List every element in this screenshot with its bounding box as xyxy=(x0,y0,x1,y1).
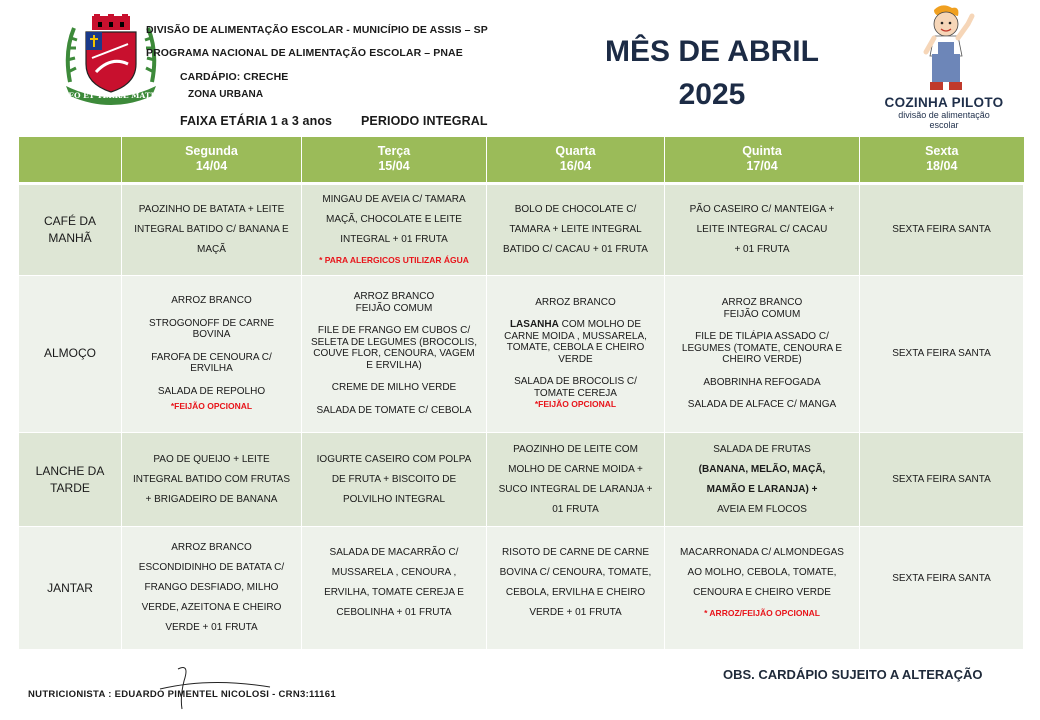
table-row-breakfast xyxy=(19,183,1024,275)
cell-breakfast-tuesday: MINGAU DE AVEIA C/ TAMARA MAÇÃ, CHOCOLATE E LEITE INTEGRAL + 01 FRUTA * PARA ALERGICOS UTILIZAR ÁGUA xyxy=(302,183,487,275)
logo-title: COZINHA PILOTO xyxy=(884,95,1004,110)
meal-label-lunch: ALMOÇO xyxy=(19,275,122,432)
cell-breakfast-monday: PAOZINHO DE BATATA + LEITE INTEGRAL BATIDO C/ BANANA E MAÇÃ xyxy=(122,183,302,275)
weekly-menu-table xyxy=(18,137,1024,650)
table-row-lunch xyxy=(19,275,1024,432)
month-year: 2025 xyxy=(678,78,746,111)
chef-mascot-icon xyxy=(912,4,978,94)
bean-optional-note: *FEIJÃO OPCIONAL xyxy=(534,399,617,410)
header-program-title: PROGRAMA NACIONAL DE ALIMENTAÇÃO ESCOLAR – PNAE xyxy=(146,47,463,59)
month-title-block xyxy=(592,30,832,116)
cell-dinner-monday: ARROZ BRANCO ESCONDIDINHO DE BATATA C/ FRANGO DESFIADO, MILHO VERDE, AZEITONA E CHEIRO VERDE + 01 FRUTA xyxy=(122,527,302,650)
header-corner-cell xyxy=(19,137,122,183)
header-age-range: FAIXA ETÁRIA 1 a 3 anos xyxy=(180,114,333,128)
cell-lunch-wednesday: ARROZ BRANCO LASANHA COM MOLHO DE CARNE MOIDA , MUSSARELA, TOMATE, CEBOLA E CHEIRO VERDE SALADA DE BROCOLIS C/ TOMATE CEREJA *FEIJÃO OPCIONAL xyxy=(487,275,665,432)
header-menu-type: CARDÁPIO: CRECHE xyxy=(180,71,289,83)
menu-change-notice: OBS. CARDÁPIO SUJEITO A ALTERAÇÃO xyxy=(723,667,983,682)
nutritionist-credit: NUTRICIONISTA : EDUARDO PIMENTEL NICOLOSI - CRN3:11161 xyxy=(28,689,336,700)
cell-lunch-tuesday: ARROZ BRANCO FEIJÃO COMUM FILE DE FRANGO EM CUBOS C/ SELETA DE LEGUMES (BROCOLIS, COUVE FLOR, CENOURA, VAGEM E ERVILHA) CREME DE MILHO VERDE SALADA DE TOMATE C/ CEBOLA xyxy=(302,275,487,432)
cell-dinner-wednesday: RISOTO DE CARNE DE CARNE BOVINA C/ CENOURA, TOMATE, CEBOLA, ERVILHA E CHEIRO VERDE + 01 FRUTA xyxy=(487,527,665,650)
cell-breakfast-friday: SEXTA FEIRA SANTA xyxy=(860,183,1024,275)
cell-lunch-friday: SEXTA FEIRA SANTA xyxy=(860,275,1024,432)
meal-label-dinner: JANTAR xyxy=(19,527,122,650)
cell-lunch-thursday: ARROZ BRANCO FEIJÃO COMUM FILE DE TILÁPIA ASSADO C/ LEGUMES (TOMATE, CENOURA E CHEIRO VERDE) ABOBRINHA REFOGADA SALADA DE ALFACE C/ MANGA xyxy=(665,275,860,432)
bean-optional-note: *FEIJÃO OPCIONAL xyxy=(170,401,253,412)
cell-snack-tuesday: IOGURTE CASEIRO COM POLPA DE FRUTA + BISCOITO DE POLVILHO INTEGRAL xyxy=(302,432,487,527)
table-header-row xyxy=(19,137,1024,183)
rice-bean-optional-note: * ARROZ/FEIJÃO OPCIONAL xyxy=(704,607,820,618)
cell-breakfast-wednesday: BOLO DE CHOCOLATE C/ TAMARA + LEITE INTEGRAL BATIDO C/ CACAU + 01 FRUTA xyxy=(487,183,665,275)
cell-breakfast-thursday: PÃO CASEIRO C/ MANTEIGA + LEITE INTEGRAL C/ CACAU + 01 FRUTA xyxy=(665,183,860,275)
header-zone: ZONA URBANA xyxy=(188,89,264,100)
day-header-friday: Sexta 18/04 xyxy=(860,137,1024,183)
cozinha-piloto-logo xyxy=(883,95,1005,130)
cell-dinner-tuesday: SALADA DE MACARRÃO C/ MUSSARELA , CENOURA , ERVILHA, TOMATE CEREJA E CEBOLINHA + 01 FRUTA xyxy=(302,527,487,650)
cell-snack-thursday: SALADA DE FRUTAS (BANANA, MELÃO, MAÇÃ, MAMÃO E LARANJA) + AVEIA EM FLOCOS xyxy=(665,432,860,527)
header-division-title: DIVISÃO DE ALIMENTAÇÃO ESCOLAR - MUNICÍPIO DE ASSIS – SP xyxy=(146,24,488,36)
table-row-afternoon-snack xyxy=(19,432,1024,527)
nutritionist-signature xyxy=(120,663,280,713)
cell-lunch-monday: ARROZ BRANCO STROGONOFF DE CARNE BOVINA FAROFA DE CENOURA C/ ERVILHA SALADA DE REPOLHO *FEIJÃO OPCIONAL xyxy=(122,275,302,432)
day-header-thursday: Quinta 17/04 xyxy=(665,137,860,183)
meal-label-afternoon-snack: LANCHE DA TARDE xyxy=(19,432,122,527)
coat-motto: DEO ET TERRÆ MATRI xyxy=(62,91,160,100)
cell-snack-monday: PAO DE QUEIJO + LEITE INTEGRAL BATIDO COM FRUTAS + BRIGADEIRO DE BANANA xyxy=(122,432,302,527)
allergy-note: * PARA ALERGICOS UTILIZAR ÁGUA xyxy=(319,254,469,265)
cell-snack-friday: SEXTA FEIRA SANTA xyxy=(860,432,1024,527)
month-title: MÊS DE ABRIL xyxy=(605,35,819,68)
day-header-tuesday: Terça 15/04 xyxy=(302,137,487,183)
logo-subtitle: divisão de alimentação escolar xyxy=(898,110,990,130)
day-header-wednesday: Quarta 16/04 xyxy=(487,137,665,183)
cell-dinner-thursday: MACARRONADA C/ ALMONDEGAS AO MOLHO, CEBOLA, TOMATE, CENOURA E CHEIRO VERDE * ARROZ/FEIJÃO OPCIONAL xyxy=(665,527,860,650)
day-header-monday: Segunda 14/04 xyxy=(122,137,302,183)
table-row-dinner xyxy=(19,527,1024,650)
cell-snack-wednesday: PAOZINHO DE LEITE COM MOLHO DE CARNE MOIDA + SUCO INTEGRAL DE LARANJA + 01 FRUTA xyxy=(487,432,665,527)
meal-label-breakfast: CAFÉ DA MANHÃ xyxy=(19,183,122,275)
cell-dinner-friday: SEXTA FEIRA SANTA xyxy=(860,527,1024,650)
header-period: PERIODO INTEGRAL xyxy=(361,114,488,128)
